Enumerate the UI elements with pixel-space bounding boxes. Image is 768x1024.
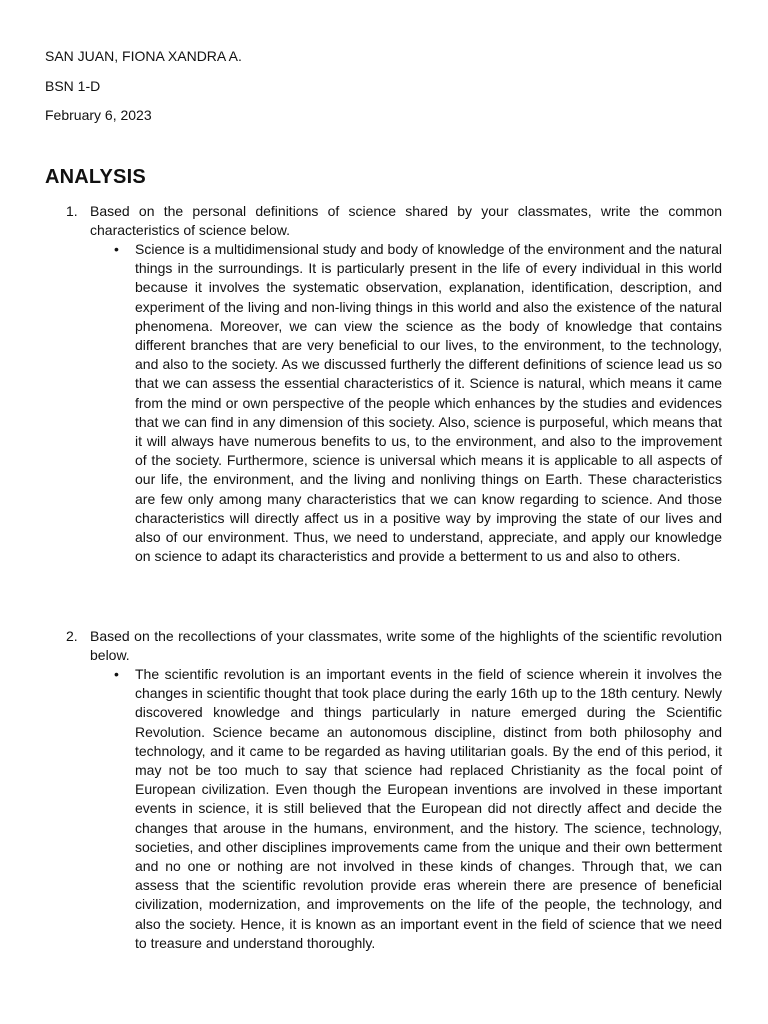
bullet-icon: • — [114, 241, 119, 257]
student-section: BSN 1-D — [45, 78, 101, 94]
document-date: February 6, 2023 — [45, 107, 152, 123]
item-number: 2. — [66, 628, 78, 644]
item-question: Based on the recollections of your classmates, write some of the highlights of the scientific revolution below. — [90, 628, 722, 663]
bullet-icon: • — [114, 666, 119, 682]
item-answer: Science is a multidimensional study and body of knowledge of the environment and the natural things in the surroundings. It is particularly present in the life of every individual in this world because it involves the systematic observation, explanation, identification, description, and experiment of the living and non-living things in this world and also the existence of the natural phenomena. Moreover, we can view the science as the body of knowledge that contains different branches that are very beneficial to our lives, to the environment, to the technology, and also to the society. As we discussed furtherly the different definitions of science lead us so that we can assess the essential characteristics of it. Science is natural, which means it came from the mind or own perspective of the people which enhances by the studies and evidences that we can find in any dimension of this society. Also, science is purposeful, which means that it will always have numerous benefits to us, to the environment, and also to the improvement of the society. Furthermore, science is universal which means it is applicable to all aspects of our life, the environment, and the living and nonliving things on Earth. These characteristics are few only among many characteristics that we can know regarding to science. And those characteristics will directly affect us in a positive way by improving the state of our lives and also of our environment. Thus, we need to understand, appreciate, and apply our knowledge on science to adapt its characteristics and provide a betterment to us and also to others. — [135, 241, 722, 565]
item-question: Based on the personal definitions of science shared by your classmates, write the common characteristics of science below. — [90, 203, 722, 238]
student-name: SAN JUAN, FIONA XANDRA A. — [45, 48, 242, 64]
item-number: 1. — [66, 203, 78, 219]
item-answer: The scientific revolution is an important events in the field of science wherein it involves the changes in scientific thought that took place during the early 16th up to the 18th century. Newly discovered knowledge and things particularly in nature emerged during the Scientific Revolution. Science became an autonomous discipline, distinct from both philosophy and technology, and it came to be regarded as having utilitarian goals. By the end of this period, it may not be too much to say that science had replaced Christianity as the focal point of European civilization. Even though the European inventions are involved in these important events in science, it is still believed that the European did not directly affect and decide the changes that arouse in the humans, environment, and the history. The science, technology, societies, and other disciplines improvements came from the unique and their own betterment and no one or nothing are not involved in these kinds of changes. Through that, we can assess that the scientific revolution provide eras wherein there are presence of beneficial civilization, modernization, and improvements on the life of the people, the technology, and also the society. Hence, it is known as an important event in the field of science that we need to treasure and understand thoroughly. — [135, 666, 722, 951]
section-title: ANALYSIS — [45, 166, 146, 188]
